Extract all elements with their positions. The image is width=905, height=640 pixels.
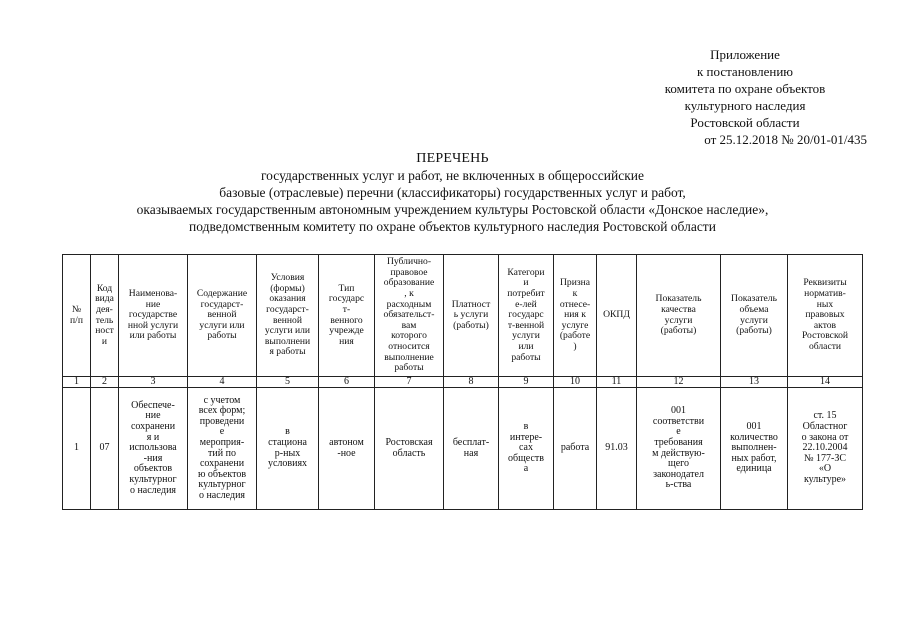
table-cell: работа [554,388,597,510]
decree-date-line: от 25.12.2018 № 20/01-01/435 [704,132,867,147]
column-number-row [63,377,863,388]
services-table [62,254,863,510]
column-number: 5 [257,377,319,388]
column-header: ОКПД [597,255,637,377]
column-number: 10 [554,377,597,388]
header-line: Ростовской области [690,115,800,130]
header-line: к постановлению [696,64,794,79]
table-cell: 1 [63,388,91,510]
table-header-row [63,255,863,377]
header-line: культурного наследия [684,98,806,113]
column-number: 12 [637,377,721,388]
header-line: комитета по охране объектов [664,81,826,96]
column-header: № п/п [63,255,91,377]
column-header: Показатель качества услуги (работы) [637,255,721,377]
column-number: 4 [188,377,257,388]
column-number: 7 [375,377,444,388]
table-row [63,388,863,510]
column-header: Показатель объема услуги (работы) [721,255,788,377]
column-header: Код вида дея- тель ност и [91,255,119,377]
table-cell: Обеспече- ние сохранени я и использова -ния объектов культурног о наследия [119,388,188,510]
column-number: 8 [444,377,499,388]
header-line: Приложение [710,47,780,62]
table-cell: 001 количество выполнен- ных работ, единица [721,388,788,510]
column-header: Тип государс т- венного учрежде ния [319,255,375,377]
column-number: 14 [788,377,863,388]
table-cell: в стациона р-ных условиях [257,388,319,510]
column-number: 3 [119,377,188,388]
column-header: Содержание государст- венной услуги или работы [188,255,257,377]
column-header: Условия (формы) оказания государст- венной услуги или выполнени я работы [257,255,319,377]
title-line: подведомственным комитету по охране объектов культурного наследия Ростовской области [189,219,716,234]
column-number: 13 [721,377,788,388]
table-cell: Ростовская область [375,388,444,510]
column-header: Публично- правовое образование , к расходным обязательст- вам которого относится выполнение работы [375,255,444,377]
title-line: оказываемых государственным автономным учреждением культуры Ростовской области «Донское наследие», [136,202,769,217]
title-line: государственных услуг и работ, не включенных в общероссийские [260,168,645,183]
title-main: ПЕРЕЧЕНЬ [416,151,489,166]
column-number: 11 [597,377,637,388]
document-title [20,150,885,235]
table-cell: 001 соответстви е требования м действую- щего законодател ь-ства [637,388,721,510]
column-number: 1 [63,377,91,388]
column-header: Призна к отнесе- ния к услуге (работе ) [554,255,597,377]
column-header: Категори и потребит е-лей государс т-венной услуги или работы [499,255,554,377]
table-cell: автоном -ное [319,388,375,510]
table-cell: в интере- сах обществ а [499,388,554,510]
appendix-header [625,46,865,148]
column-number: 6 [319,377,375,388]
table-cell: 91.03 [597,388,637,510]
table-cell: бесплат- ная [444,388,499,510]
column-header: Наименова- ние государстве нной услуги или работы [119,255,188,377]
table-cell: с учетом всех форм; проведени е мероприя- тий по сохранени ю объектов культурног о наследия [188,388,257,510]
column-header: Реквизиты норматив- ных правовых актов Ростовской области [788,255,863,377]
column-number: 9 [499,377,554,388]
table-cell: 07 [91,388,119,510]
title-line: базовые (отраслевые) перечни (классификаторы) государственных услуг и работ, [219,185,686,200]
table-cell: ст. 15 Областног о закона от 22.10.2004 № 177-ЗС «О культуре» [788,388,863,510]
column-header: Платност ь услуги (работы) [444,255,499,377]
column-number: 2 [91,377,119,388]
